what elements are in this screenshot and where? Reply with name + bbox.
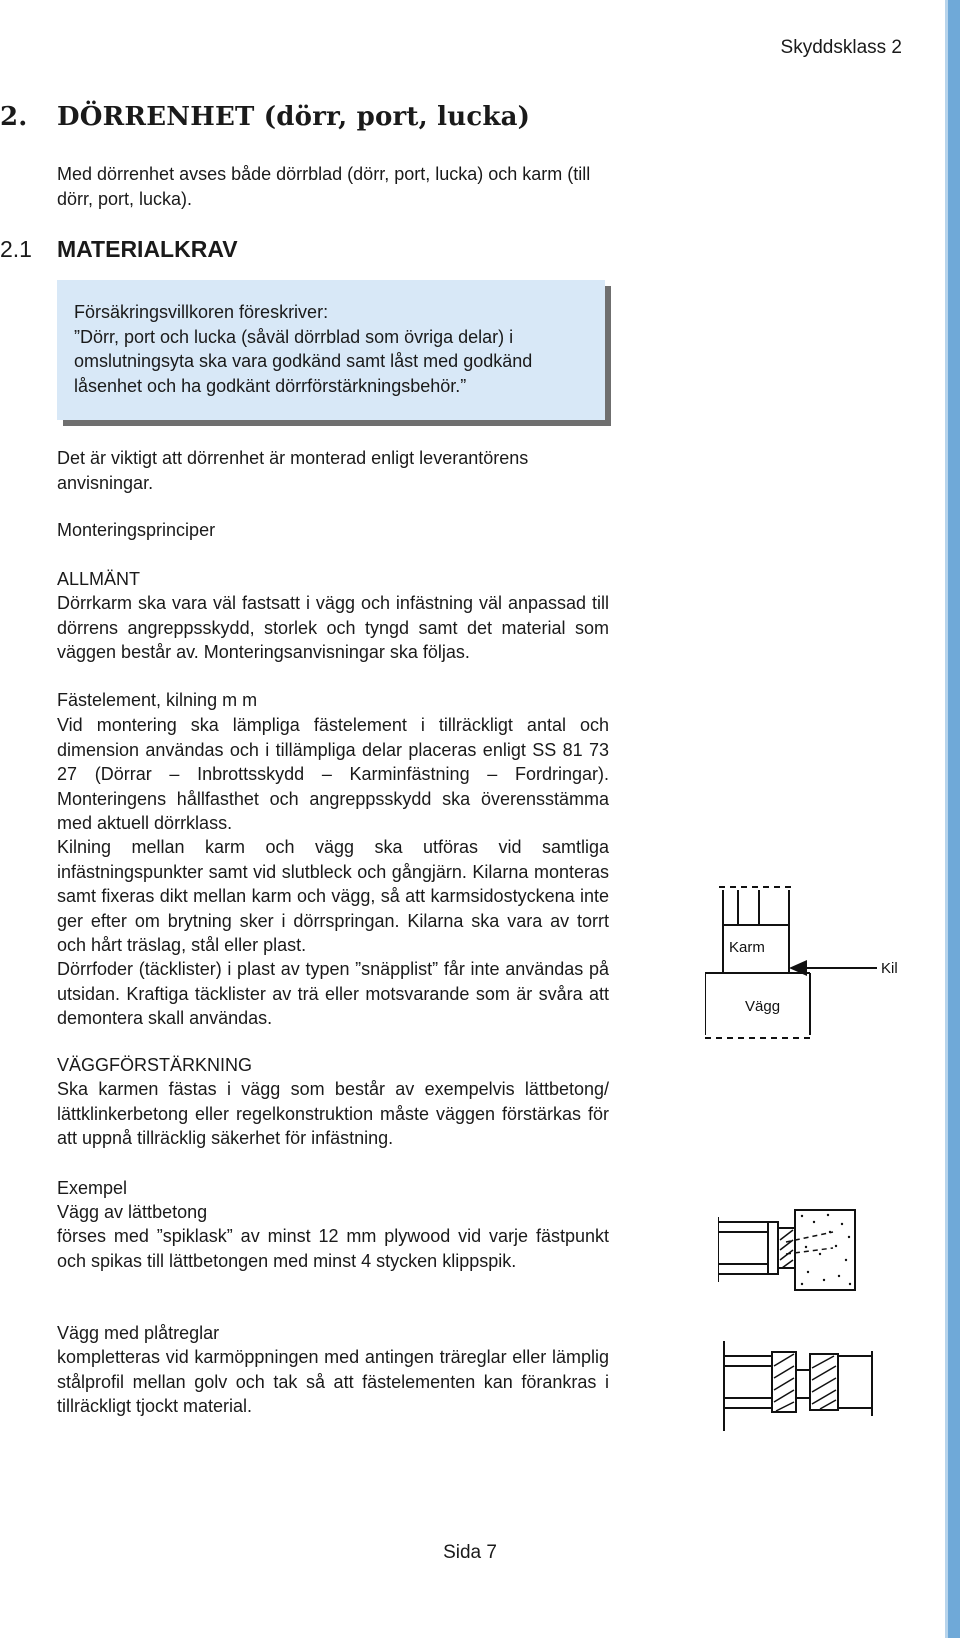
vagg-label: Vägg xyxy=(745,998,781,1015)
page-edge-accent xyxy=(948,0,960,1638)
fasteners-heading: Fästelement, kilning m m xyxy=(57,690,258,710)
general-text: Dörrkarm ska vara väl fastsatt i vägg och infästning väl anpassad till dörrens angreppsskydd, storlek och tyngd samt det material som väggen består av. Monteringsanvisningar ska följas. xyxy=(57,593,609,662)
steel-wall-text: kompletteras vid karmöppningen med antingen träreglar eller lämplig stålprofil mellan golv och tak så att fästelementen kan förankras i tillräckligt tjockt material. xyxy=(57,1347,609,1416)
mounting-heading: Monteringsprinciper xyxy=(57,520,216,540)
kil-label: Kil xyxy=(881,960,898,977)
callout-heading: Försäkringsvillkoren föreskriver: xyxy=(74,302,329,322)
chapter-heading xyxy=(0,102,530,132)
karm-label: Karm xyxy=(729,939,765,956)
intro-paragraph: Med dörrenhet avses både dörrblad (dörr, port, lucka) och karm (till dörr, port, lucka). xyxy=(57,164,591,209)
section-number: 2.1 xyxy=(0,236,32,262)
general-heading: ALLMÄNT xyxy=(57,569,141,589)
aerated-wall-text: förses med ”spiklask” av minst 12 mm plywood vid varje fästpunkt och spikas till lättbetongen med minst 4 stycken klippspik. xyxy=(57,1226,609,1271)
chapter-number: 2. xyxy=(0,102,28,132)
section-title: MATERIALKRAV xyxy=(57,236,238,262)
aerated-wall-diagram xyxy=(718,1202,878,1302)
section-heading xyxy=(0,236,238,263)
wall-reinforcement-heading: VÄGGFÖRSTÄRKNING xyxy=(57,1055,253,1075)
fasteners-text: Vid montering ska lämpliga fästelement i tillräckligt antal och dimension användas och i tillämpliga delar placeras enligt SS 81 73 27 (Dörrar – Inbrottsskydd – Karminfästning – Fordringar). Monteringens hållfasthet och angreppsskydd ska överensstämma med aktuell dörrklass. xyxy=(57,715,609,833)
page-number: Sida 7 xyxy=(443,1542,497,1563)
wall-reinforcement-text: Ska karmen fästas i vägg som består av exempelvis lättbetong/ lättklinkerbetong eller regelkonstruktion måste väggen förstärkas för att uppnå tillräcklig säkerhet för infästning. xyxy=(57,1079,609,1148)
wedge-diagram xyxy=(705,885,905,1045)
aerated-wall-heading: Vägg av lättbetong xyxy=(57,1202,208,1222)
requirement-callout xyxy=(57,280,605,420)
chapter-title: DÖRRENHET (dörr, port, lucka) xyxy=(57,102,531,132)
important-paragraph: Det är viktigt att dörrenhet är monterad enligt leverantörens anvisningar. xyxy=(57,448,529,493)
callout-text: ”Dörr, port och lucka (såväl dörrblad som övriga delar) i omslutningsyta ska vara godkänd samt låst med godkänd låsenhet och ha godkänt dörrförstärkningsbehör.” xyxy=(74,326,533,396)
running-header: Skyddsklass 2 xyxy=(780,37,902,58)
wedging-text: Kilning mellan karm och vägg ska utföras vid samtliga infästningspunkter samt vid slutbleck och gångjärn. Kilarna monteras samt fixeras dikt mellan karm och vägg, så att karmsidostyckena inte ger efter om brytning sker i dörrspringan. Kilarna ska vara av torrt och hårt träslag, stål eller plast. xyxy=(57,837,609,955)
steel-stud-wall-diagram xyxy=(722,1336,882,1436)
trim-text: Dörrfoder (täcklister) i plast av typen ”snäpplist” får inte användas på utsidan. Kraftiga täcklister av trä eller motsvarande som är svåra att demontera skall användas. xyxy=(57,959,609,1028)
steel-wall-heading: Vägg med plåtreglar xyxy=(57,1323,220,1343)
example-heading: Exempel xyxy=(57,1178,128,1198)
